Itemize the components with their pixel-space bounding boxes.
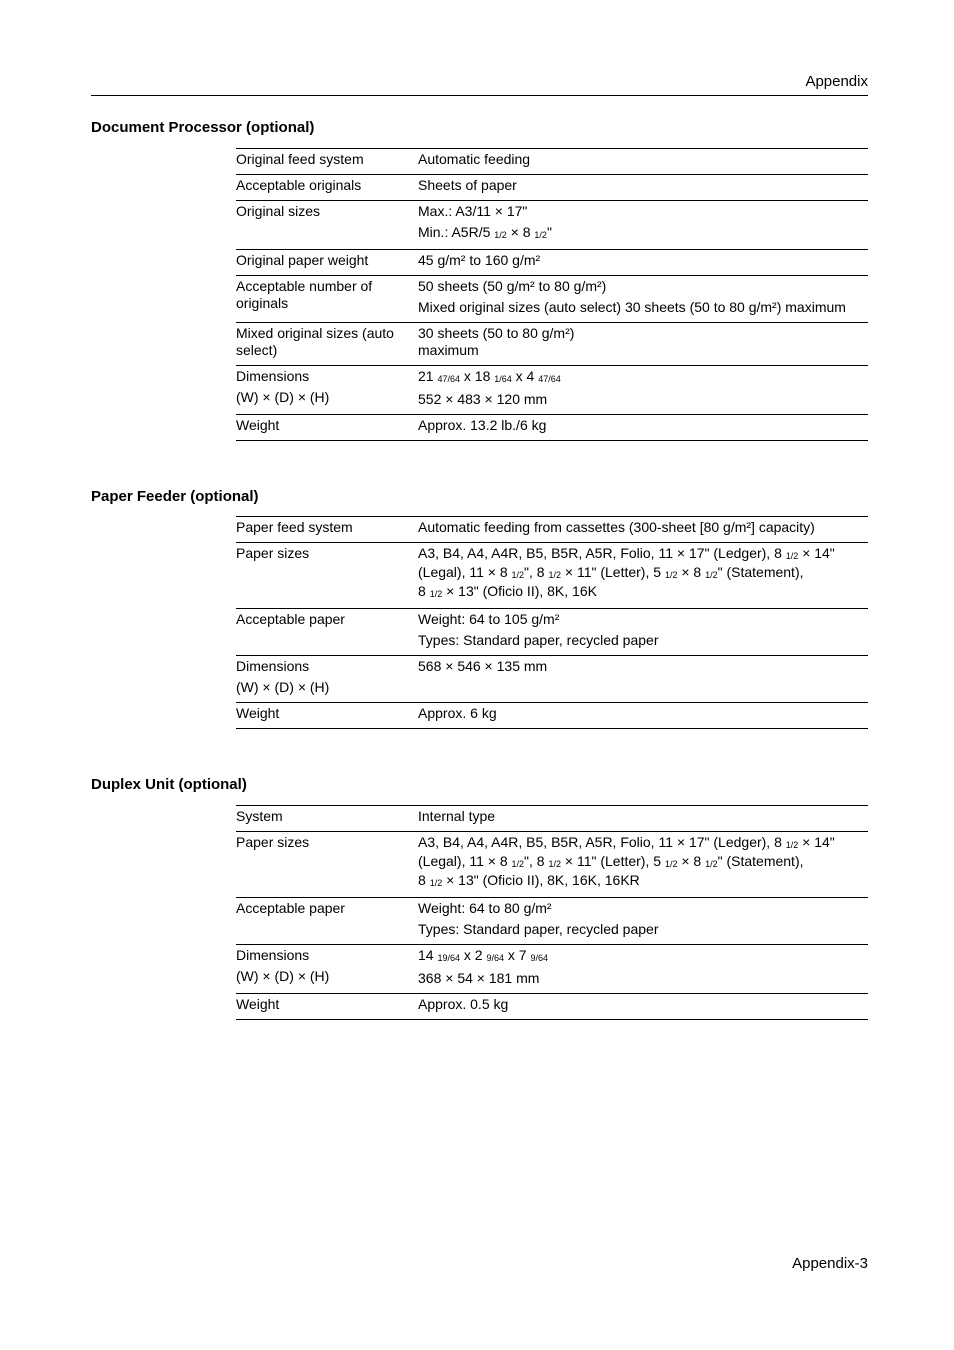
value-line <box>418 224 868 243</box>
value-line <box>418 853 868 872</box>
row-label: Original paper weight <box>236 252 369 268</box>
value-line: Mixed original sizes (auto select) 30 sheets (50 to 80 g/m²) maximum <box>418 299 846 315</box>
text-run: × 13" (Oficio II), 8K, 16K <box>442 583 597 599</box>
value-line <box>418 872 868 891</box>
fraction: 9/64 <box>530 953 548 963</box>
table-row <box>236 516 868 542</box>
row-label <box>236 656 418 702</box>
fraction: 1/2 <box>548 570 561 580</box>
value-line <box>418 583 868 602</box>
value-line: Weight: 64 to 105 g/m² <box>418 611 560 627</box>
page-number: Appendix-3 <box>792 1255 868 1272</box>
value-line: 30 sheets (50 to 80 g/m²) <box>418 325 575 341</box>
fraction: 19/64 <box>437 953 460 963</box>
table-row <box>236 608 868 655</box>
row-value: 45 g/m² to 160 g/m² <box>418 252 541 268</box>
value-line <box>418 564 868 583</box>
text-run: A3, B4, A4, A4R, B5, B5R, A5R, Folio, 11 × 17" (Ledger), 8 <box>418 834 786 850</box>
header-title: Appendix <box>805 73 868 90</box>
row-label: Weight <box>236 996 280 1012</box>
row-label: System <box>236 808 283 824</box>
label-line: Dimensions <box>236 368 310 384</box>
label-line: Dimensions <box>236 947 310 963</box>
value-line: 552 × 483 × 120 mm <box>418 391 548 407</box>
fraction: 1/64 <box>494 374 512 384</box>
label-line: (W) × (D) × (H) <box>236 968 330 984</box>
value-line: 368 × 54 × 181 mm <box>418 970 540 986</box>
value-line <box>418 545 868 564</box>
text-run: × 8 <box>677 853 706 869</box>
row-value: Automatic feeding <box>418 151 531 167</box>
text-run: 8 <box>418 872 430 888</box>
text-run: ", 8 <box>524 853 549 869</box>
fraction: 1/2 <box>429 589 443 599</box>
value-line: 50 sheets (50 g/m² to 80 g/m²) <box>418 278 607 294</box>
text-run: × 13" (Oficio II), 8K, 16K, 16KR <box>442 872 640 888</box>
row-label <box>236 276 418 322</box>
value-line: Weight: 64 to 80 g/m² <box>418 900 552 916</box>
row-label <box>236 366 418 414</box>
row-label <box>236 945 418 993</box>
row-label: Original sizes <box>236 203 321 219</box>
fraction: 1/2 <box>429 878 443 888</box>
spec-table-paper-feeder <box>236 516 868 729</box>
text-run: x 2 <box>460 947 487 963</box>
text-run: 8 <box>418 583 430 599</box>
text-run: × 11" (Letter), 5 <box>561 853 665 869</box>
text-run: (Legal), 11 × 8 <box>418 853 512 869</box>
value-line: Types: Standard paper, recycled paper <box>418 921 659 937</box>
label-line: select) <box>236 342 278 358</box>
fraction: 9/64 <box>486 953 504 963</box>
text-run: x 18 <box>460 368 495 384</box>
table-row <box>236 322 868 365</box>
row-label: Paper feed system <box>236 519 353 535</box>
header-rule <box>91 95 868 96</box>
text-run: x 7 <box>504 947 531 963</box>
value-line: Max.: A3/11 × 17" <box>418 203 528 219</box>
row-label: Weight <box>236 705 280 721</box>
fraction: 1/2 <box>494 230 507 240</box>
table-row <box>236 275 868 322</box>
row-value <box>418 276 868 322</box>
row-value <box>418 945 868 993</box>
table-row <box>236 944 868 993</box>
table-row <box>236 993 868 1020</box>
row-label: Weight <box>236 417 280 433</box>
row-label: Acceptable paper <box>236 611 345 627</box>
row-value <box>418 832 868 897</box>
label-line: Mixed original sizes (auto <box>236 325 394 341</box>
fraction: 1/2 <box>705 859 718 869</box>
row-label: Paper sizes <box>236 834 310 850</box>
value-line: Types: Standard paper, recycled paper <box>418 632 659 648</box>
row-label: Original feed system <box>236 151 364 167</box>
row-label: Acceptable originals <box>236 177 362 193</box>
fraction: 1/2 <box>511 859 525 869</box>
text-run: × 14" <box>798 834 835 850</box>
text-run: x 4 <box>511 368 539 384</box>
text-run: " (Statement), <box>717 853 804 869</box>
row-value <box>418 609 868 655</box>
table-row <box>236 542 868 608</box>
value-line <box>418 834 868 853</box>
row-value: Approx. 6 kg <box>418 705 497 721</box>
text-run: ", 8 <box>524 564 549 580</box>
text-run: (Legal), 11 × 8 <box>418 564 512 580</box>
table-row <box>236 702 868 729</box>
row-value: Automatic feeding from cassettes (300-sheet [80 g/m²] capacity) <box>418 519 815 535</box>
row-value: Internal type <box>418 808 496 824</box>
table-row <box>236 655 868 702</box>
text-run: × 11" (Letter), 5 <box>561 564 665 580</box>
fraction: 1/2 <box>785 551 799 561</box>
row-value <box>418 898 868 944</box>
fraction: 1/2 <box>534 230 547 240</box>
fraction: 47/64 <box>437 374 460 384</box>
fraction: 1/2 <box>785 840 799 850</box>
row-value: 568 × 546 × 135 mm <box>418 658 548 674</box>
fraction: 1/2 <box>664 570 678 580</box>
spec-table-duplex-unit <box>236 805 868 1020</box>
table-row <box>236 831 868 897</box>
row-value: Approx. 13.2 lb./6 kg <box>418 417 547 433</box>
text-run: " (Statement), <box>717 564 804 580</box>
table-row <box>236 897 868 944</box>
label-line: Dimensions <box>236 658 310 674</box>
row-value <box>418 543 868 608</box>
text-run: Min.: A5R/5 <box>418 224 495 240</box>
row-label: Paper sizes <box>236 545 310 561</box>
section-title-paper-feeder: Paper Feeder (optional) <box>91 488 259 505</box>
fraction: 1/2 <box>511 570 525 580</box>
label-line: Acceptable number of <box>236 278 373 294</box>
text-run: 14 <box>418 947 438 963</box>
row-value <box>418 201 868 249</box>
row-value <box>418 366 868 414</box>
row-label <box>236 323 418 365</box>
table-row <box>236 148 868 174</box>
text-run: × 8 <box>506 224 535 240</box>
fraction: 1/2 <box>548 859 561 869</box>
section-title-document-processor: Document Processor (optional) <box>91 119 315 136</box>
spec-table-document-processor <box>236 148 868 441</box>
table-row <box>236 174 868 200</box>
table-row <box>236 249 868 275</box>
table-row <box>236 414 868 441</box>
fraction: 1/2 <box>664 859 678 869</box>
table-row <box>236 805 868 831</box>
label-line: originals <box>236 295 289 311</box>
text-run: × 14" <box>798 545 835 561</box>
section-title-duplex-unit: Duplex Unit (optional) <box>91 776 247 793</box>
text-run: 21 <box>418 368 438 384</box>
label-line: (W) × (D) × (H) <box>236 679 330 695</box>
text-run: A3, B4, A4, A4R, B5, B5R, A5R, Folio, 11 × 17" (Ledger), 8 <box>418 545 786 561</box>
table-row <box>236 200 868 249</box>
text-run: × 8 <box>677 564 706 580</box>
fraction: 1/2 <box>705 570 718 580</box>
value-line <box>418 947 868 966</box>
text-run: " <box>546 224 552 240</box>
row-label: Acceptable paper <box>236 900 345 916</box>
value-line <box>418 368 868 387</box>
row-value: Sheets of paper <box>418 177 517 193</box>
value-line: maximum <box>418 342 479 358</box>
fraction: 47/64 <box>538 374 561 384</box>
row-value <box>418 323 868 365</box>
table-row <box>236 365 868 414</box>
label-line: (W) × (D) × (H) <box>236 389 330 405</box>
row-value: Approx. 0.5 kg <box>418 996 509 1012</box>
